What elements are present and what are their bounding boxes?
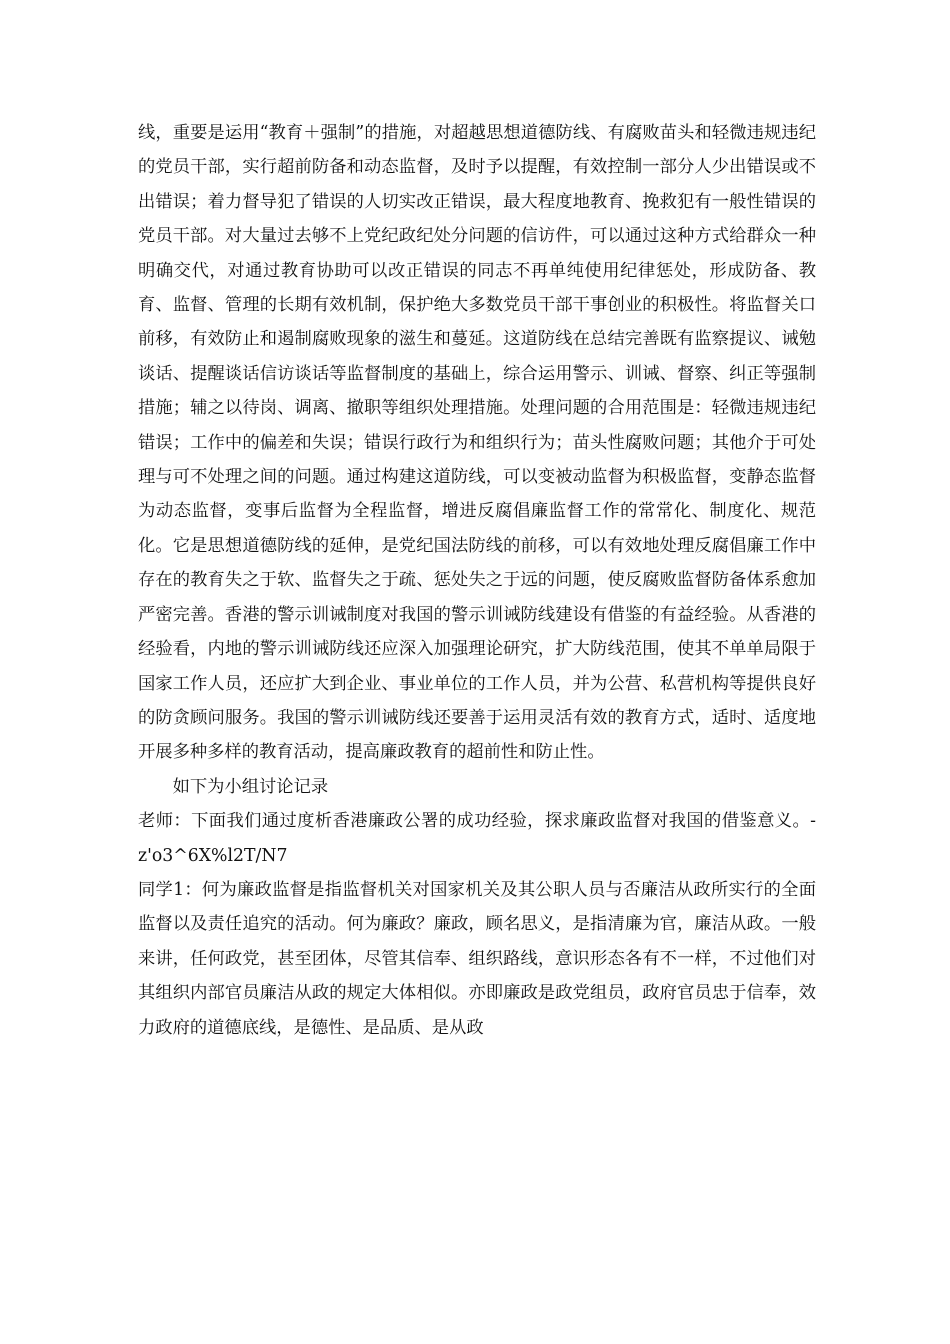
student-1-remark: 同学1：何为廉政监督是指监督机关对国家机关及其公职人员与否廉洁从政所实行的全面监督以及责任追究的活动。何为廉政？廉政，顾名思义，是指清廉为官，廉洁从政。一般来讲，任何政党，甚至团体，尽管其信奉、组织路线，意识形态各有不一样，不过他们对其组织内部官员廉洁从政的规定大体相似。亦即廉政是政党组员，政府官员忠于信奉，效力政府的道德底线，是德性、是品质、是从政 (138, 879, 816, 1038)
teacher-remark: 老师：下面我们通过度析香港廉政公署的成功经验，探求廉政监督对我国的借鉴意义。-z'o3^6X%l2T/N7 (138, 811, 816, 866)
document-page (138, 116, 816, 1045)
body-paragraph: 线，重要是运用“教育＋强制”的措施，对超越思想道德防线、有腐败苗头和轻微违规违纪的党员干部，实行超前防备和动态监督，及时予以提醒，有效控制一部分人少出错误或不出错误；着力督导犯了错误的人切实改正错误，最大程度地教育、挽救犯有一般性错误的党员干部。对大量过去够不上党纪政纪处分问题的信访件，可以通过这种方式给群众一种明确交代，对通过教育协助可以改正错误的同志不再单纯使用纪律惩处，形成防备、教育、监督、管理的长期有效机制，保护绝大多数党员干部干事创业的积极性。将监督关口前移，有效防止和遏制腐败现象的滋生和蔓延。这道防线在总结完善既有监察提议、诫勉谈话、提醒谈话信访谈话等监督制度的基础上，综合运用警示、训诫、督察、纠正等强制措施；辅之以待岗、调离、撤职等组织处理措施。处理问题的合用范围是：轻微违规违纪错误；工作中的偏差和失误；错误行政行为和组织行为；苗头性腐败问题；其他介于可处理与可不处理之间的问题。通过构建这道防线，可以变被动监督为积极监督，变静态监督为动态监督，变事后监督为全程监督，增进反腐倡廉监督工作的常常化、制度化、规范化。它是思想道德防线的延伸，是党纪国法防线的前移，可以有效地处理反腐倡廉工作中存在的教育失之于软、监督失之于疏、惩处失之于远的问题，使反腐败监督防备体系愈加严密完善。香港的警示训诫制度对我国的警示训诫防线建设有借鉴的有益经验。从香港的经验看，内地的警示训诫防线还应深入加强理论研究，扩大防线范围，使其不单单局限于国家工作人员，还应扩大到企业、事业单位的工作人员，并为公营、私营机构等提供良好的防贪顾问服务。我国的警示训诫防线还要善于运用灵活有效的教育方式，适时、适度地开展多种多样的教育活动，提高廉政教育的超前性和防止性。 (138, 123, 816, 763)
discussion-intro: 如下为小组讨论记录 (172, 776, 329, 797)
